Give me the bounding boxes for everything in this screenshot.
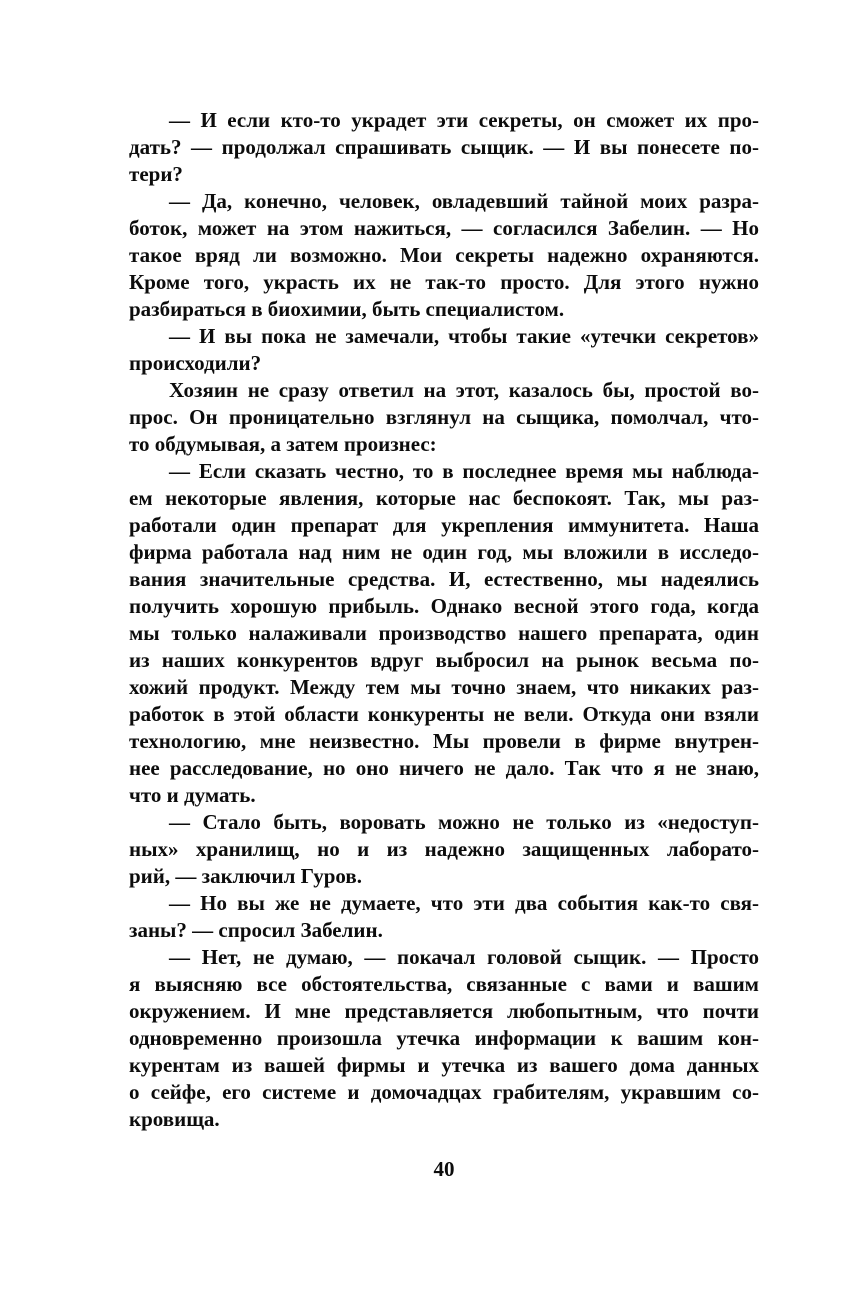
text-line: — Но вы же не думаете, что эти два события как-то свя-	[169, 891, 759, 915]
text-line: боток, может на этом нажиться, — согласился Забелин. — Но	[129, 216, 759, 240]
text-line: о сейфе, его системе и домочадцах грабителям, укравшим со-	[129, 1080, 759, 1104]
paragraph	[129, 944, 759, 1133]
text-line: ных» хранилищ, но и из надежно защищенных лаборато-	[129, 837, 759, 861]
text-line: — Стало быть, воровать можно не только из «недоступ-	[169, 810, 759, 834]
text-line: то обдумывая, а затем произнес:	[129, 432, 437, 456]
text-line: одновременно произошла утечка информации к вашим кон-	[129, 1026, 759, 1050]
text-block	[129, 107, 759, 1183]
paragraph	[129, 809, 759, 890]
text-line: — Нет, не думаю, — покачал головой сыщик. — Просто	[169, 945, 759, 969]
text-line: происходили?	[129, 351, 262, 375]
text-line: курентам из вашей фирмы и утечка из вашего дома данных	[129, 1053, 759, 1077]
text-line: прос. Он проницательно взглянул на сыщика, помолчал, что-	[129, 405, 759, 429]
paragraph	[129, 377, 759, 458]
text-line: нее расследование, но оно ничего не дало. Так что я не знаю,	[129, 756, 759, 780]
text-line: разбираться в биохимии, быть специалистом.	[129, 297, 565, 321]
text-line: фирма работала над ним не один год, мы вложили в исследо-	[129, 540, 759, 564]
text-line: тери?	[129, 162, 183, 186]
text-line: — Если сказать честно, то в последнее время мы наблюда-	[169, 459, 759, 483]
text-line: заны? — спросил Забелин.	[129, 918, 383, 942]
paragraph	[129, 890, 759, 944]
text-line: вания значительные средства. И, естественно, мы надеялись	[129, 567, 759, 591]
text-line: такое вряд ли возможно. Мои секреты надежно охраняются.	[129, 243, 759, 267]
text-line: окружением. И мне представляется любопытным, что почти	[129, 999, 759, 1023]
text-line: работок в этой области конкуренты не вели. Откуда они взяли	[129, 702, 759, 726]
text-line: — И вы пока не замечали, чтобы такие «утечки секретов»	[169, 324, 759, 348]
text-line: хожий продукт. Между тем мы точно знаем, что никаких раз-	[129, 675, 759, 699]
paragraph	[129, 458, 759, 809]
text-line: работали один препарат для укрепления иммунитета. Наша	[129, 513, 759, 537]
text-line: мы только налаживали производство нашего препарата, один	[129, 621, 759, 645]
text-line: рий, — заключил Гуров.	[129, 864, 362, 888]
paragraph	[129, 188, 759, 323]
text-line: кровища.	[129, 1107, 220, 1131]
paragraph	[129, 323, 759, 377]
text-line: получить хорошую прибыль. Однако весной этого года, когда	[129, 594, 759, 618]
text-line: — Да, конечно, человек, овладевший тайной моих разра-	[169, 189, 759, 213]
text-line: Хозяин не сразу ответил на этот, казалось бы, простой во-	[169, 378, 759, 402]
text-line: — И если кто-то украдет эти секреты, он сможет их про-	[169, 108, 759, 132]
text-line: дать? — продолжал спрашивать сыщик. — И вы понесете по-	[129, 135, 759, 159]
text-line: ем некоторые явления, которые нас беспокоят. Так, мы раз-	[129, 486, 759, 510]
page-number: 40	[433, 1157, 455, 1181]
text-line: из наших конкурентов вдруг выбросил на рынок весьма по-	[129, 648, 759, 672]
paragraph	[129, 107, 759, 188]
text-line: технологию, мне неизвестно. Мы провели в фирме внутрен-	[129, 729, 759, 753]
text-line: Кроме того, украсть их не так-то просто. Для этого нужно	[129, 270, 759, 294]
text-line: я выясняю все обстоятельства, связанные с вами и вашим	[129, 972, 759, 996]
text-line: что и думать.	[129, 783, 256, 807]
